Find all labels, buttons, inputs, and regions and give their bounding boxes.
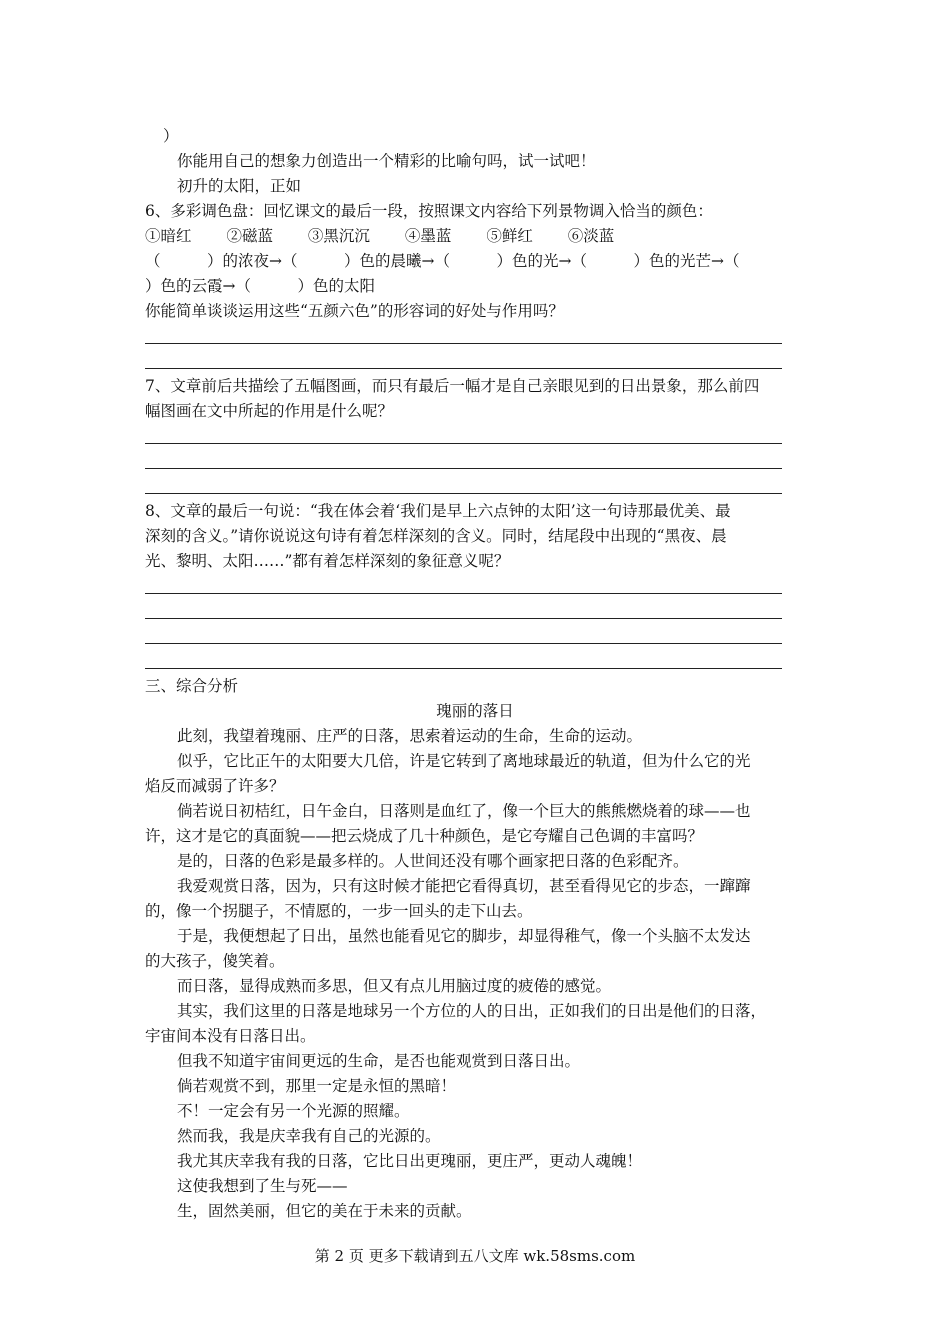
article-line: 倘若观赏不到，那里一定是永恒的黑暗！ (177, 1077, 457, 1095)
answer-line (145, 668, 782, 669)
article-line: 是的，日落的色彩是最多样的。人世间还没有哪个画家把日落的色彩配齐。 (177, 852, 689, 870)
article-line: 于是，我便想起了日出，虽然也能看见它的脚步，却显得稚气，像一个头脑不太发达 (177, 927, 751, 945)
section-3-heading: 三、综合分析 (145, 677, 239, 695)
article-line: 但我不知道宇宙间更远的生命，是否也能观赏到日落日出。 (177, 1052, 581, 1070)
article-line: 我爱观赏日落，因为，只有这时候才能把它看得真切，甚至看得见它的步态，一蹿蹿 (177, 877, 751, 895)
color-option: ①暗红 (145, 227, 192, 245)
answer-line (145, 443, 782, 444)
q8-line-1: 8、文章的最后一句说：“我在体会着‘我们是早上六点钟的太阳’这一句诗那最优美、最 (145, 502, 731, 520)
answer-line (145, 343, 782, 344)
answer-line (145, 618, 782, 619)
article-line: 其实，我们这里的日落是地球另一个方位的人的日出，正如我们的日出是他们的日落， (177, 1002, 767, 1020)
color-option: ④墨蓝 (404, 227, 452, 245)
article-line: 宇宙间本没有日落日出。 (145, 1027, 316, 1045)
answer-line (145, 643, 782, 644)
article-line: 不！一定会有另一个光源的照耀。 (177, 1102, 410, 1120)
answer-line (145, 468, 782, 469)
article-line: 生，固然美丽，但它的美在于未来的贡献。 (177, 1202, 472, 1220)
q6-fill-line-1: （ ）的浓夜→（ ）色的晨曦→（ ）色的光→（ ）色的光芒→（ (145, 252, 740, 270)
q6-question: 你能简单谈谈运用这些“五颜六色”的形容词的好处与作用吗？ (145, 302, 564, 320)
q6-title: 6、多彩调色盘：回忆课文的最后一段，按照课文内容给下列景物调入恰当的颜色： (145, 202, 713, 220)
article-line: 我尤其庆幸我有我的日落，它比日出更瑰丽，更庄严，更动人魂魄！ (177, 1152, 643, 1170)
q7-line-1: 7、文章前后共描绘了五幅图画，而只有最后一幅才是自己亲眼见到的日出景象，那么前四 (145, 377, 760, 395)
article-line: 的，像一个拐腿子，不情愿的，一步一回头的走下山去。 (145, 902, 533, 920)
q6-color-options (145, 224, 614, 248)
article-line: 的大孩子，傻笑着。 (145, 952, 285, 970)
article-line: 似乎，它比正午的太阳要大几倍，许是它转到了离地球最近的轨道，但为什么它的光 (177, 752, 751, 770)
q8-line-3: 光、黎明、太阳……”都有着怎样深刻的象征意义呢？ (145, 552, 510, 570)
q6-fill-line-2: ）色的云霞→（ ）色的太阳 (145, 277, 375, 295)
color-option: ③黑沉沉 (307, 227, 370, 245)
article-title: 瑰丽的落日 (436, 702, 514, 720)
color-option: ⑥淡蓝 (567, 227, 615, 245)
q5-simile-starter: 初升的太阳，正如 (177, 177, 302, 195)
article-line: 许，这才是它的真面貌——把云烧成了几十种颜色，是它夸耀自己色调的丰富吗？ (145, 827, 704, 845)
q5-closing-bracket: ） (163, 127, 179, 145)
answer-line (145, 368, 782, 369)
q5-simile-prompt: 你能用自己的想象力创造出一个精彩的比喻句吗，试一试吧！ (177, 152, 596, 170)
article-line: 而日落，显得成熟而多思，但又有点儿用脑过度的疲倦的感觉。 (177, 977, 612, 995)
q7-line-2: 幅图画在文中所起的作用是什么呢？ (145, 402, 394, 420)
article-line: 然而我，我是庆幸我有自己的光源的。 (177, 1127, 441, 1145)
page-footer: 第 2 页 更多下载请到五八文库 wk.58sms.com (314, 1247, 636, 1265)
color-option: ②磁蓝 (226, 227, 273, 245)
article-line: 这使我想到了生与死—— (177, 1177, 348, 1195)
color-option: ⑤鲜红 (486, 227, 533, 245)
article-line: 倘若说日初桔红，日午金白，日落则是血红了，像一个巨大的熊熊燃烧着的球——也 (177, 802, 751, 820)
answer-line (145, 593, 782, 594)
article-line: 此刻，我望着瑰丽、庄严的日落，思索着运动的生命，生命的运动。 (177, 727, 643, 745)
q8-line-2: 深刻的含义。”请你说说这句诗有着怎样深刻的含义。同时，结尾段中出现的“黑夜、晨 (145, 527, 727, 545)
answer-line (145, 493, 782, 494)
article-line: 焰反而减弱了许多？ (145, 777, 285, 795)
